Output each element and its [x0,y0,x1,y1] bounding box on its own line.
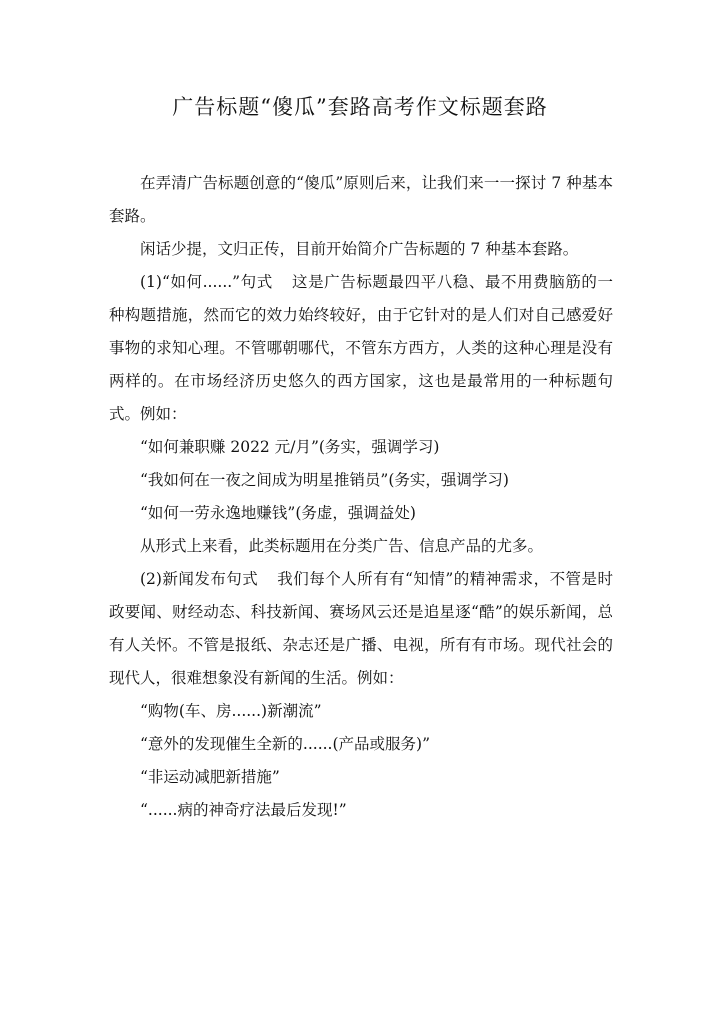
example-line: “意外的发现催生全新的......(产品或服务)” [140,735,431,753]
example-line: “如何一劳永逸地赚钱”(务虚，强调益处) [140,504,416,522]
intro-paragraph: 在弄清广告标题创意的“傻瓜”原则后来，让我们来一一探讨 7 种基本套路。 [109,174,613,225]
section-1-body: 这是广告标题最四平八稳、最不用费脑筋的一种构题措施，然而它的效力始终较好，由于它针对的是人们对自己感爱好事物的求知心理。不管哪朝哪代，不管东方西方，人类的这种心理是没有两样的。在市场经济历史悠久的西方国家，这也是最常用的一种标题句式。例如： [109,273,613,423]
section-1-heading: (1)“如何......”句式 [140,273,273,291]
example-line: “......病的神奇疗法最后发现!” [140,801,347,819]
section-2-body: 我们每个人所有有“知情”的精神需求，不管是时政要闻、财经动态、科技新闻、赛场风云还是追星逐“酷”的娱乐新闻，总有人关怀。不管是报纸、杂志还是广播、电视，所有有市场。现代社会的现代人，很难想象没有新闻的生活。例如： [109,570,613,687]
section-2-paragraph [109,563,613,695]
section-2-heading: (2)新闻发布句式 [140,570,259,588]
section-1-paragraph [109,266,613,431]
example-line: “非运动减肥新措施” [140,768,280,786]
lead-paragraph: 闲话少提，文归正传，目前开始简介广告标题的 7 种基本套路。 [140,240,579,258]
example-line: “如何兼职赚 2022 元/月”(务实，强调学习) [140,438,440,456]
section-1-summary: 从形式上来看，此类标题用在分类广告、信息产品的尤多。 [140,537,544,555]
document-body [109,167,613,827]
example-line: “我如何在一夜之间成为明星推销员”(务实，强调学习) [140,471,509,489]
document-title: 广告标题“傻瓜”套路高考作文标题套路 [172,95,548,119]
example-line: “购物(车、房......)新潮流” [140,702,322,720]
